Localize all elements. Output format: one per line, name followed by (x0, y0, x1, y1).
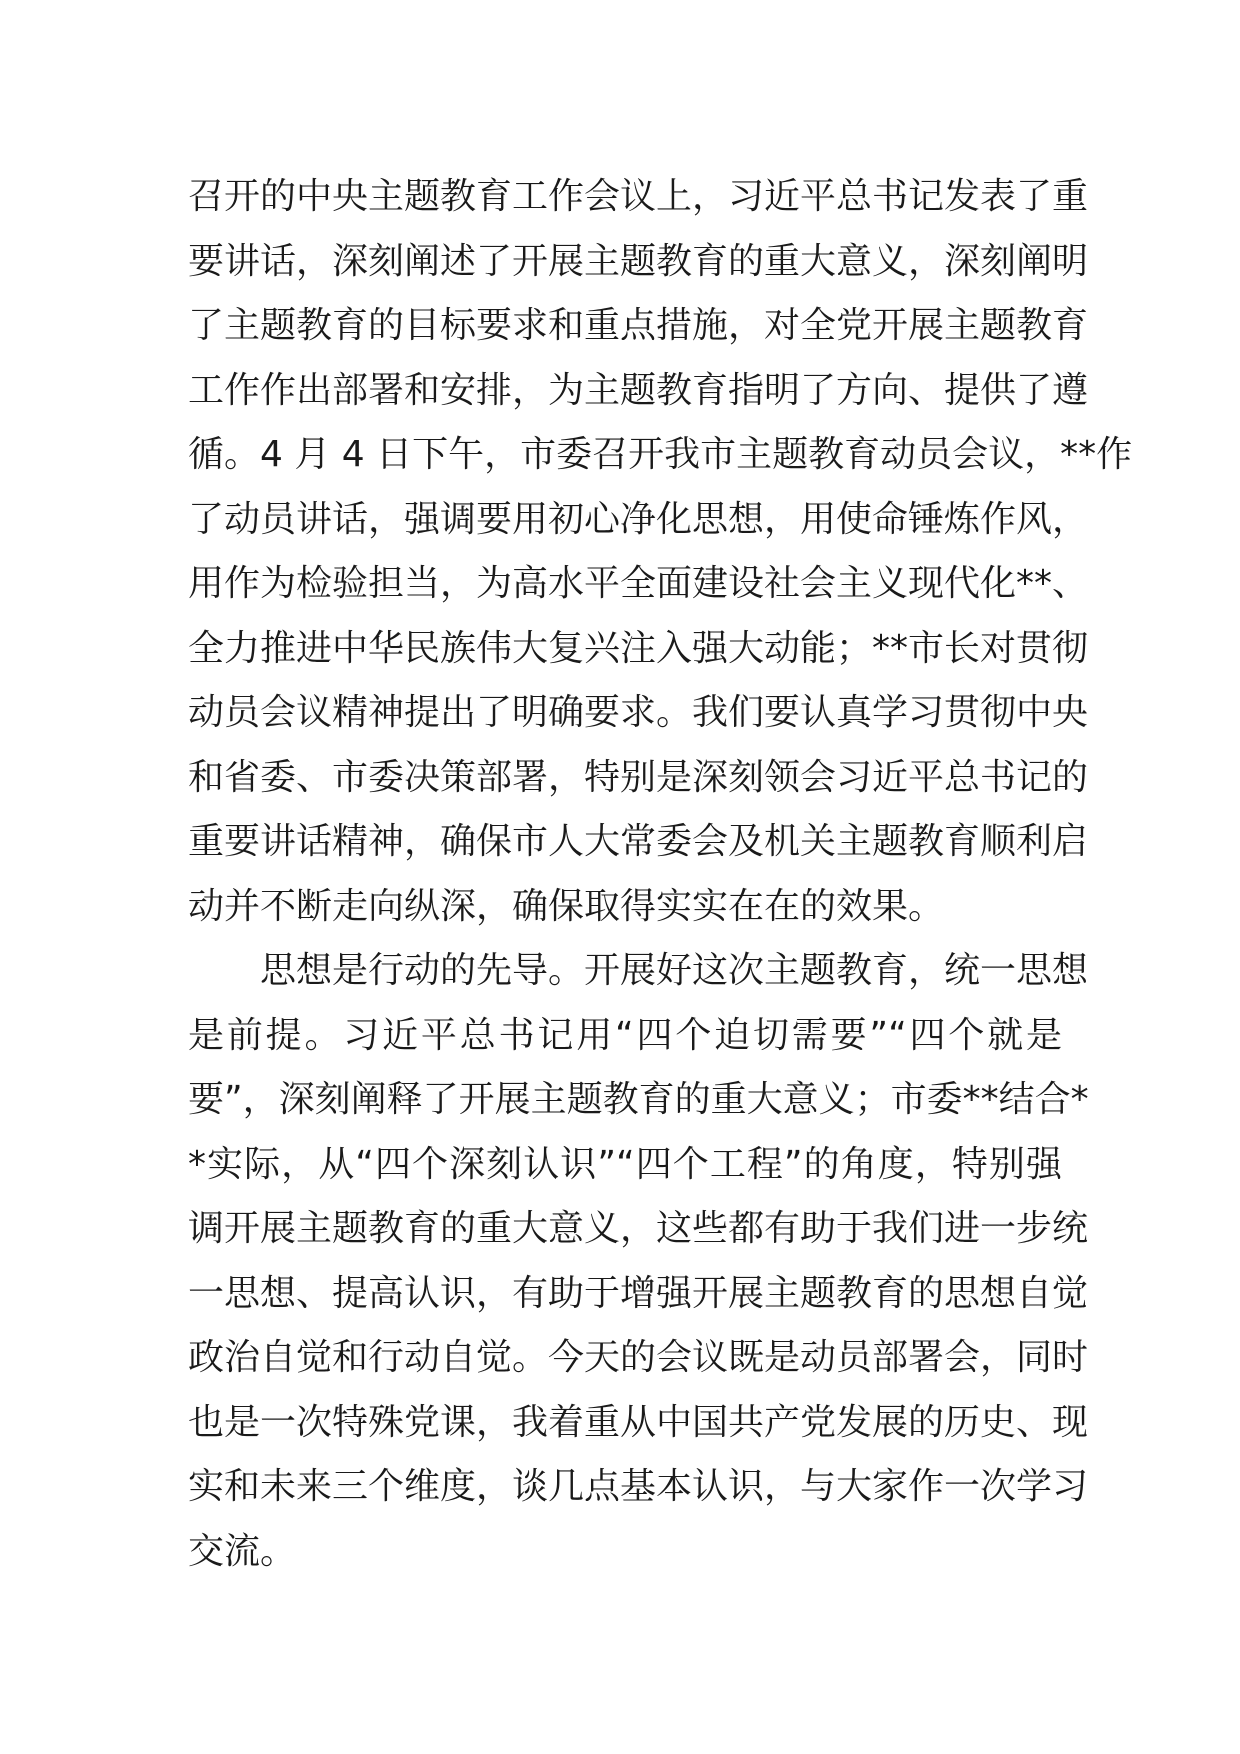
text-line: 实和未来三个维度，谈几点基本认识，与大家作一次学习 (188, 1466, 1089, 1507)
text-line: 和省委、市委决策部署，特别是深刻领会习近平总书记的 (188, 756, 1089, 798)
text-line: 全力推进中华民族伟大复兴注入强大动能；**市长对贯彻 (188, 627, 1089, 669)
text-line: 政治自觉和行动自觉。今天的会议既是动员部署会，同时 (188, 1337, 1089, 1378)
text-line: 动员会议精神提出了明确要求。我们要认真学习贯彻中央 (188, 692, 1089, 733)
text-line: 循。4 月 4 日下午，市委召开我市主题教育动员会议，**作 (188, 434, 1133, 475)
text-line: *实际，从“四个深刻认识”“四个工程”的角度，特别强 (188, 1143, 1062, 1185)
text-line: 也是一次特殊党课，我着重从中国共产党发展的历史、现 (188, 1401, 1089, 1443)
paragraph-2 (188, 939, 1089, 1584)
text-line: 重要讲话精神，确保市人大常委会及机关主题教育顺利启 (188, 821, 1089, 862)
text-line: 了动员讲话，强调要用初心净化思想，用使命锤炼作风， (188, 498, 1089, 540)
paragraph-1 (188, 165, 1133, 939)
text-line: 交流。 (188, 1530, 297, 1572)
text-line: 思想是行动的先导。开展好这次主题教育，统一思想 (260, 950, 1089, 991)
text-line: 是前提。习近平总书记用“四个迫切需要”“四个就是 (188, 1014, 1062, 1056)
text-line: 了主题教育的目标要求和重点措施，对全党开展主题教育 (188, 305, 1089, 346)
text-line: 要”，深刻阐释了开展主题教育的重大意义；市委**结合* (188, 1079, 1089, 1120)
text-line: 工作作出部署和安排，为主题教育指明了方向、提供了遵 (188, 369, 1089, 411)
text-line: 用作为检验担当，为高水平全面建设社会主义现代化**、 (188, 563, 1089, 604)
text-line: 召开的中央主题教育工作会议上，习近平总书记发表了重 (188, 176, 1089, 217)
text-line: 要讲话，深刻阐述了开展主题教育的重大意义，深刻阐明 (188, 240, 1089, 282)
text-line: 一思想、提高认识，有助于增强开展主题教育的思想自觉 (188, 1272, 1089, 1314)
text-line: 调开展主题教育的重大意义，这些都有助于我们进一步统 (188, 1208, 1089, 1249)
document-body (188, 165, 1133, 1584)
text-line: 动并不断走向纵深，确保取得实实在在的效果。 (188, 885, 945, 927)
